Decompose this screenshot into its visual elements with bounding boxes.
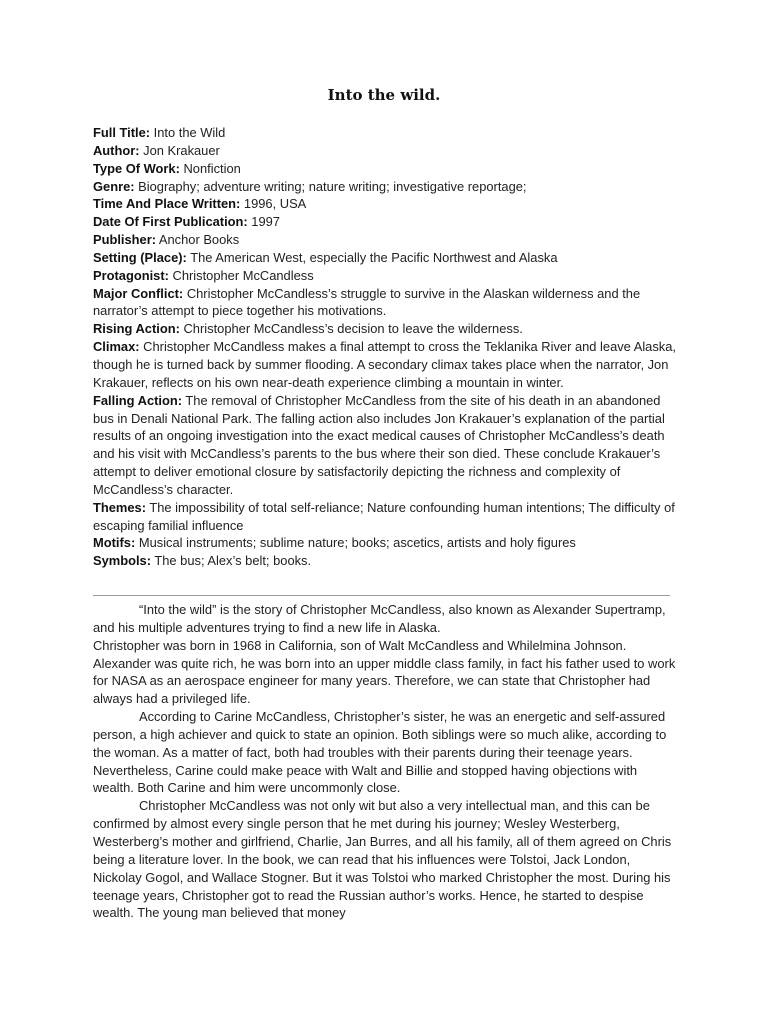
fact-value: Jon Krakauer <box>143 142 220 158</box>
fact-protagonist <box>93 267 678 285</box>
fact-major-conflict <box>93 285 678 321</box>
fact-label: Publisher: <box>93 232 157 248</box>
fact-value: Nonfiction <box>183 160 241 176</box>
fact-label: Climax: <box>93 339 140 355</box>
fact-publisher <box>93 231 678 249</box>
essay-body <box>93 601 678 922</box>
fact-time-and-place-written <box>93 195 678 213</box>
essay-paragraph-birth: Christopher was born in 1968 in California, son of Walt McCandless and Whilelmina Johnson. Alexander was quite rich, he was born into an upper middle class family, in fact his father used to work for NASA as an aerospace engineer for many years. Therefore, we can state that Christopher had always had a privileged life. <box>93 637 676 707</box>
fact-rising-action <box>93 320 678 338</box>
fact-setting <box>93 249 678 267</box>
fact-label: Protagonist: <box>93 267 169 283</box>
fact-climax <box>93 338 678 392</box>
fact-value: 1997 <box>251 214 280 230</box>
fact-value: The impossibility of total self-reliance; Nature confounding human intentions; The difficulty of escaping familial influence <box>93 499 675 533</box>
essay-paragraph-influences: Christopher McCandless was not only wit but also a very intellectual man, and this can be confirmed by almost every single person that he met during his journey; Wesley Westerberg, Westerberg’s mother and girlfriend, Charlie, Jan Burres, and all his family, all of them agreed on Chris being a literature lover. In the book, we can read that his influences were Tolstoi, Jack London, Nickolay Gogol, and Wallace Stogner. But it was Tolstoi who marked Christopher the most. During his teenage years, Christopher got to read the Russian author’s works. Hence, he started to despise wealth. The young man believed that money <box>93 798 672 921</box>
fact-genre <box>93 178 678 196</box>
fact-author <box>93 142 678 160</box>
fact-label: Type Of Work: <box>93 160 180 176</box>
fact-themes <box>93 499 678 535</box>
fact-label: Genre: <box>93 178 135 194</box>
fact-label: Themes: <box>93 499 147 515</box>
fact-value: Into the Wild <box>153 125 226 140</box>
essay-paragraph-intro: “Into the wild” is the story of Christopher McCandless, also known as Alexander Supertramp, and his multiple adventures trying to find a new life in Alaska. <box>93 602 666 635</box>
fact-date-of-first-publication <box>93 213 678 231</box>
fact-value: The bus; Alex’s belt; books. <box>154 553 312 569</box>
fact-falling-action <box>93 392 678 499</box>
fact-label: Author: <box>93 142 140 158</box>
fact-value: Christopher McCandless’s struggle to survive in the Alaskan wilderness and the narrator’s attempt to piece together his motivations. <box>93 285 641 319</box>
fact-label: Major Conflict: <box>93 285 184 301</box>
fact-value: 1996, USA <box>243 196 307 212</box>
fact-value: Musical instruments; sublime nature; books; ascetics, artists and holy figures <box>138 535 576 551</box>
fact-label: Falling Action: <box>93 392 183 408</box>
fact-label: Date Of First Publication: <box>93 214 248 230</box>
fact-value: Anchor Books <box>158 232 240 248</box>
fact-value: Biography; adventure writing; nature writing; investigative reportage; <box>138 178 527 194</box>
fact-value: Christopher McCandless <box>172 267 314 283</box>
fact-symbols <box>93 552 678 570</box>
fact-label: Rising Action: <box>93 321 180 337</box>
fact-label: Motifs: <box>93 535 136 551</box>
essay-paragraph-carine: According to Carine McCandless, Christopher’s sister, he was an energetic and self-assured person, a high achiever and quick to state an opinion. Both siblings were so much alike, according to the woman. As a matter of fact, both had troubles with their parents during their teenage years. Nevertheless, Carine could make peace with Walt and Billie and stopped having objections with wealth. Both Carine and him were uncommonly close. <box>93 709 667 796</box>
fact-value: The removal of Christopher McCandless from the site of his death in an abandoned bus in Denali National Park. The falling action also includes Jon Krakauer’s explanation of the partial results of an ongoing investigation into the exact medical causes of Christopher McCandless’s death and his visit with McCandless’s parents to the bus where their son died. These conclude Krakauer’s attempt to deliver emotional closure by satisfactorily depicting the richness and complexity of McCandless’s character. <box>93 392 665 497</box>
fact-value: Christopher McCandless makes a final attempt to cross the Teklanika River and leave Alaska, though he is turned back by summer flooding. A secondary climax takes place when the narrator, Jon Krakauer, reflects on his own near-death experience climbing a mountain in winter. <box>93 339 676 390</box>
section-divider <box>93 595 670 596</box>
fact-label: Time And Place Written: <box>93 196 241 212</box>
fact-full-title <box>93 124 678 142</box>
fact-motifs <box>93 534 678 552</box>
fact-label: Full Title: <box>93 125 151 140</box>
fact-label: Setting (Place): <box>93 249 187 265</box>
fact-value: The American West, especially the Pacific Northwest and Alaska <box>190 249 558 265</box>
facts-list <box>93 124 678 570</box>
fact-type-of-work <box>93 160 678 178</box>
document-title: Into the wild. <box>327 86 441 104</box>
fact-value: Christopher McCandless’s decision to leave the wilderness. <box>183 321 523 337</box>
fact-label: Symbols: <box>93 553 152 569</box>
